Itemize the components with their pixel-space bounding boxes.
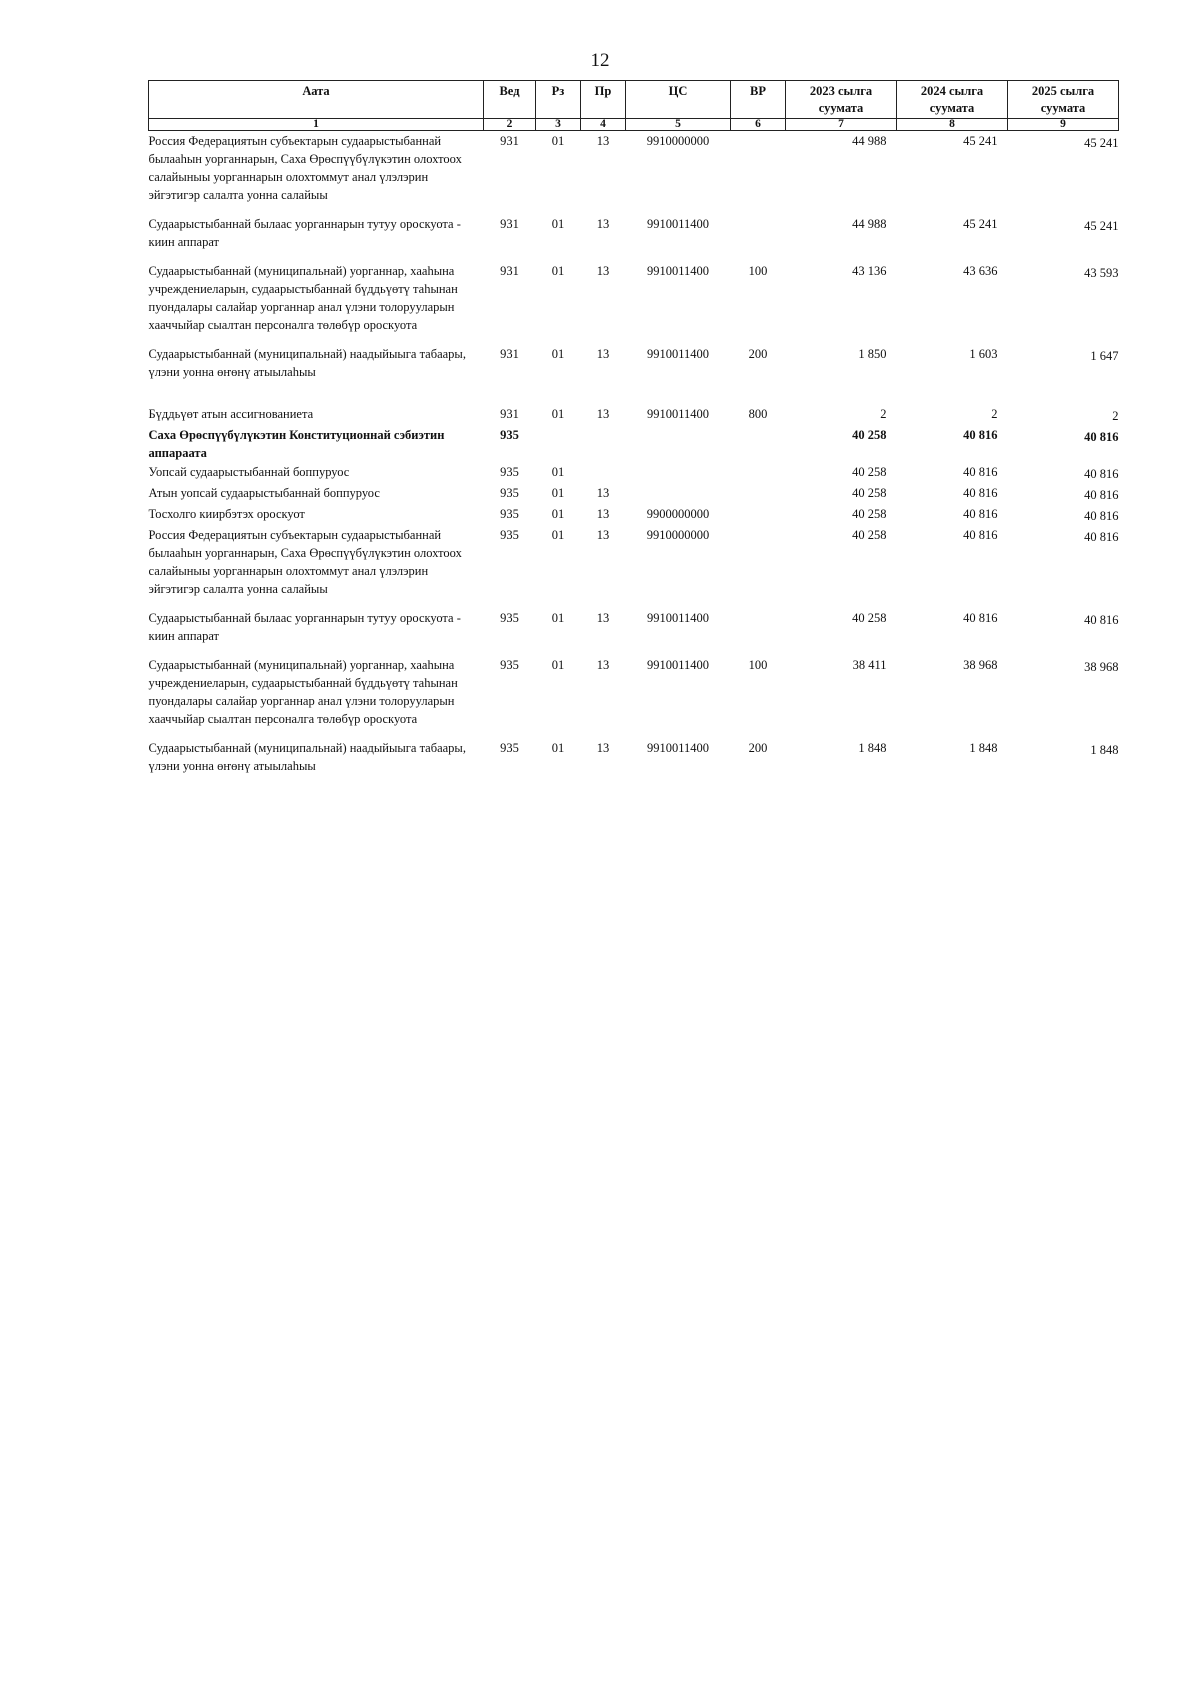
row-2023: 40 258: [852, 507, 887, 521]
row-2024: 40 816: [963, 465, 998, 479]
row-ved: 931: [500, 264, 519, 278]
row-name: Тосхолго киирбэтэх ороскуот: [148, 507, 305, 521]
header-vr: ВР: [731, 81, 786, 119]
row-2025: 40 816: [1084, 530, 1119, 544]
row-2023: 40 258: [852, 486, 887, 500]
row-2023: 38 411: [852, 658, 887, 672]
row-2024: 45 241: [963, 134, 998, 148]
row-vr: [731, 425, 786, 462]
table-row: [149, 425, 1119, 462]
row-pr: 13: [596, 507, 610, 521]
row-ved: 935: [500, 741, 519, 755]
row-rz: 01: [551, 528, 565, 542]
row-2025: 40 816: [1084, 430, 1119, 444]
row-pr: 13: [596, 486, 610, 500]
column-number: 9: [1008, 119, 1119, 131]
row-cs: 9910011400: [646, 611, 710, 625]
table-row: [149, 483, 1119, 504]
row-rz: 01: [551, 217, 565, 231]
row-2024: 43 636: [963, 264, 998, 278]
table-row: [149, 504, 1119, 525]
table-row: [149, 131, 1119, 215]
row-2023: 1 850: [858, 347, 887, 361]
row-ved: 931: [500, 217, 519, 231]
row-cs: 9910011400: [646, 658, 710, 672]
row-ved: 931: [500, 134, 519, 148]
column-number: 6: [731, 119, 786, 131]
row-cs: 9910011400: [646, 347, 710, 361]
row-2025: 38 968: [1084, 660, 1119, 674]
row-cs: 9910000000: [646, 134, 710, 148]
row-rz: 01: [551, 347, 565, 361]
table-row: [149, 525, 1119, 608]
row-name: Саха Өрөспүүбүлүкэтин Конституционнай сэбиэтин аппараата: [148, 428, 445, 460]
row-ved: 935: [500, 528, 519, 542]
row-2025: 45 241: [1084, 136, 1119, 150]
row-pr: [581, 462, 626, 483]
header-pr: Пр: [581, 81, 626, 119]
column-number: 3: [536, 119, 581, 131]
row-vr: 200: [748, 741, 768, 755]
row-name: Судаарыстыбаннай (муниципальнай) уорганнар, хааһына учреждениеларын, судаарыстыбаннай бүддьүөтү таһынан пуондалары салайар уорганнар анал үлэни толорууларын хааччыйар сыалтан персоналга төлөбүр ороскуота: [148, 658, 458, 726]
header-ved: Вед: [484, 81, 536, 119]
row-2024: 40 816: [963, 611, 998, 625]
column-number-row: [149, 119, 1119, 131]
header-2024: 2024 сылга суумата: [897, 81, 1008, 119]
row-pr: 13: [596, 217, 610, 231]
row-2025: 40 816: [1084, 467, 1119, 481]
row-2025: 1 647: [1090, 349, 1119, 363]
row-2024: 38 968: [963, 658, 998, 672]
row-pr: 13: [596, 658, 610, 672]
row-ved: 935: [500, 611, 519, 625]
table-row: [149, 214, 1119, 261]
row-name: Атын уопсай судаарыстыбаннай боппуруос: [148, 486, 380, 500]
header-rz: Рз: [536, 81, 581, 119]
row-rz: 01: [551, 741, 565, 755]
row-name: Бүддьүөт атын ассигнованиета: [148, 407, 314, 421]
row-pr: 13: [596, 264, 610, 278]
row-cs: 9910000000: [646, 528, 710, 542]
table-row: [149, 261, 1119, 344]
row-ved: 935: [500, 507, 519, 521]
row-2023: 40 258: [852, 465, 887, 479]
row-name: Россия Федерациятын субъектарын судаарыстыбаннай былааһын уорганнарын, Саха Өрөспүүбүлүкэтин олохтоох салайыныы уорганнарын олохтоммут анал үлэлэрин эйгэтигэр салалта уонна салайыы: [148, 528, 462, 596]
row-vr: [731, 608, 786, 655]
row-rz: 01: [551, 264, 565, 278]
row-rz: 01: [551, 486, 565, 500]
table-row: [149, 655, 1119, 738]
row-2023: 40 258: [852, 528, 887, 542]
row-rz: 01: [551, 465, 565, 479]
column-number: 5: [626, 119, 731, 131]
row-pr: 13: [596, 134, 610, 148]
row-ved: 935: [500, 486, 519, 500]
row-2024: 40 816: [963, 528, 998, 542]
row-name: Судаарыстыбаннай (муниципальнай) уорганнар, хааһына учреждениеларын, судаарыстыбаннай бүддьүөтү таһынан пуондалары салайар уорганнар анал үлэни толорууларын хааччыйар сыалтан персоналга төлөбүр ороскуота: [148, 264, 458, 332]
column-number: 1: [149, 119, 484, 131]
row-2024: 2: [991, 407, 998, 421]
row-cs: 9910011400: [646, 741, 710, 755]
row-name: Судаарыстыбаннай былаас уорганнарын тутуу ороскуота - киин аппарат: [148, 611, 461, 643]
row-name: Уопсай судаарыстыбаннай боппуруос: [148, 465, 350, 479]
row-ved: 931: [500, 407, 519, 421]
row-vr: [731, 214, 786, 261]
row-2024: 45 241: [963, 217, 998, 231]
row-vr: [731, 504, 786, 525]
row-2023: 2: [880, 407, 887, 421]
row-rz: 01: [551, 658, 565, 672]
row-ved: 935: [500, 658, 519, 672]
row-2024: 40 816: [963, 428, 998, 442]
row-vr: 100: [748, 658, 768, 672]
row-rz: 01: [551, 507, 565, 521]
row-vr: [731, 525, 786, 608]
row-cs: [626, 483, 731, 504]
column-number: 8: [897, 119, 1008, 131]
row-name: Судаарыстыбаннай (муниципальнай) наадыйыыга табаары, үлэни уонна өҥөнү атыылаһыы: [148, 741, 466, 773]
header-aata: Аата: [149, 81, 484, 119]
table-row: [149, 608, 1119, 655]
header-2023: 2023 сылга суумата: [786, 81, 897, 119]
table-row: [149, 738, 1119, 775]
table-row: [149, 462, 1119, 483]
row-pr: 13: [596, 528, 610, 542]
row-rz: 01: [551, 407, 565, 421]
row-ved: 931: [500, 347, 519, 361]
row-2025: 1 848: [1090, 743, 1119, 757]
row-2023: 44 988: [852, 134, 887, 148]
row-vr: 100: [748, 264, 768, 278]
header-row: [149, 81, 1119, 119]
row-cs: [626, 462, 731, 483]
row-pr: 13: [596, 611, 610, 625]
row-2023: 1 848: [858, 741, 887, 755]
row-2025: 40 816: [1084, 509, 1119, 523]
row-rz: 01: [551, 611, 565, 625]
row-name: Россия Федерациятын субъектарын судаарыстыбаннай былааһын уорганнарын, Саха Өрөспүүбүлүкэтин олохтоох салайыныы уорганнарын олохтоммут анал үлэлэрин эйгэтигэр салалта уонна салайыы: [148, 134, 462, 202]
column-number: 7: [786, 119, 897, 131]
row-2023: 43 136: [852, 264, 887, 278]
row-2025: 40 816: [1084, 613, 1119, 627]
row-2023: 44 988: [852, 217, 887, 231]
row-cs: 9900000000: [646, 507, 710, 521]
row-2024: 1 603: [969, 347, 998, 361]
row-name: Судаарыстыбаннай (муниципальнай) наадыйыыга табаары, үлэни уонна өҥөнү атыылаһыы: [148, 347, 466, 379]
row-ved: 935: [500, 465, 519, 479]
row-vr: [731, 483, 786, 504]
row-rz: [536, 425, 581, 462]
row-2024: 1 848: [969, 741, 998, 755]
row-2023: 40 258: [852, 428, 887, 442]
row-cs: [626, 425, 731, 462]
row-2023: 40 258: [852, 611, 887, 625]
row-vr: 200: [748, 347, 768, 361]
row-vr: 800: [748, 407, 768, 421]
row-rz: 01: [551, 134, 565, 148]
table-row: [149, 344, 1119, 391]
row-name: Судаарыстыбаннай былаас уорганнарын тутуу ороскуота - киин аппарат: [148, 217, 461, 249]
header-cs: ЦС: [626, 81, 731, 119]
row-2025: 2: [1112, 409, 1119, 423]
row-2024: 40 816: [963, 486, 998, 500]
row-2024: 40 816: [963, 507, 998, 521]
row-2025: 43 593: [1084, 266, 1119, 280]
row-2025: 45 241: [1084, 219, 1119, 233]
column-number: 4: [581, 119, 626, 131]
row-vr: [731, 131, 786, 215]
row-cs: 9910011400: [646, 407, 710, 421]
row-pr: [581, 425, 626, 462]
row-cs: 9910011400: [646, 264, 710, 278]
budget-table: [148, 80, 1119, 775]
row-cs: 9910011400: [646, 217, 710, 231]
row-ved: 935: [500, 428, 519, 442]
row-vr: [731, 462, 786, 483]
table-row: [149, 391, 1119, 425]
row-pr: 13: [596, 741, 610, 755]
page-number: 12: [590, 50, 610, 71]
header-2025: 2025 сылга суумата: [1008, 81, 1119, 119]
row-2025: 40 816: [1084, 488, 1119, 502]
row-pr: 13: [596, 347, 610, 361]
row-pr: 13: [596, 407, 610, 421]
column-number: 2: [484, 119, 536, 131]
